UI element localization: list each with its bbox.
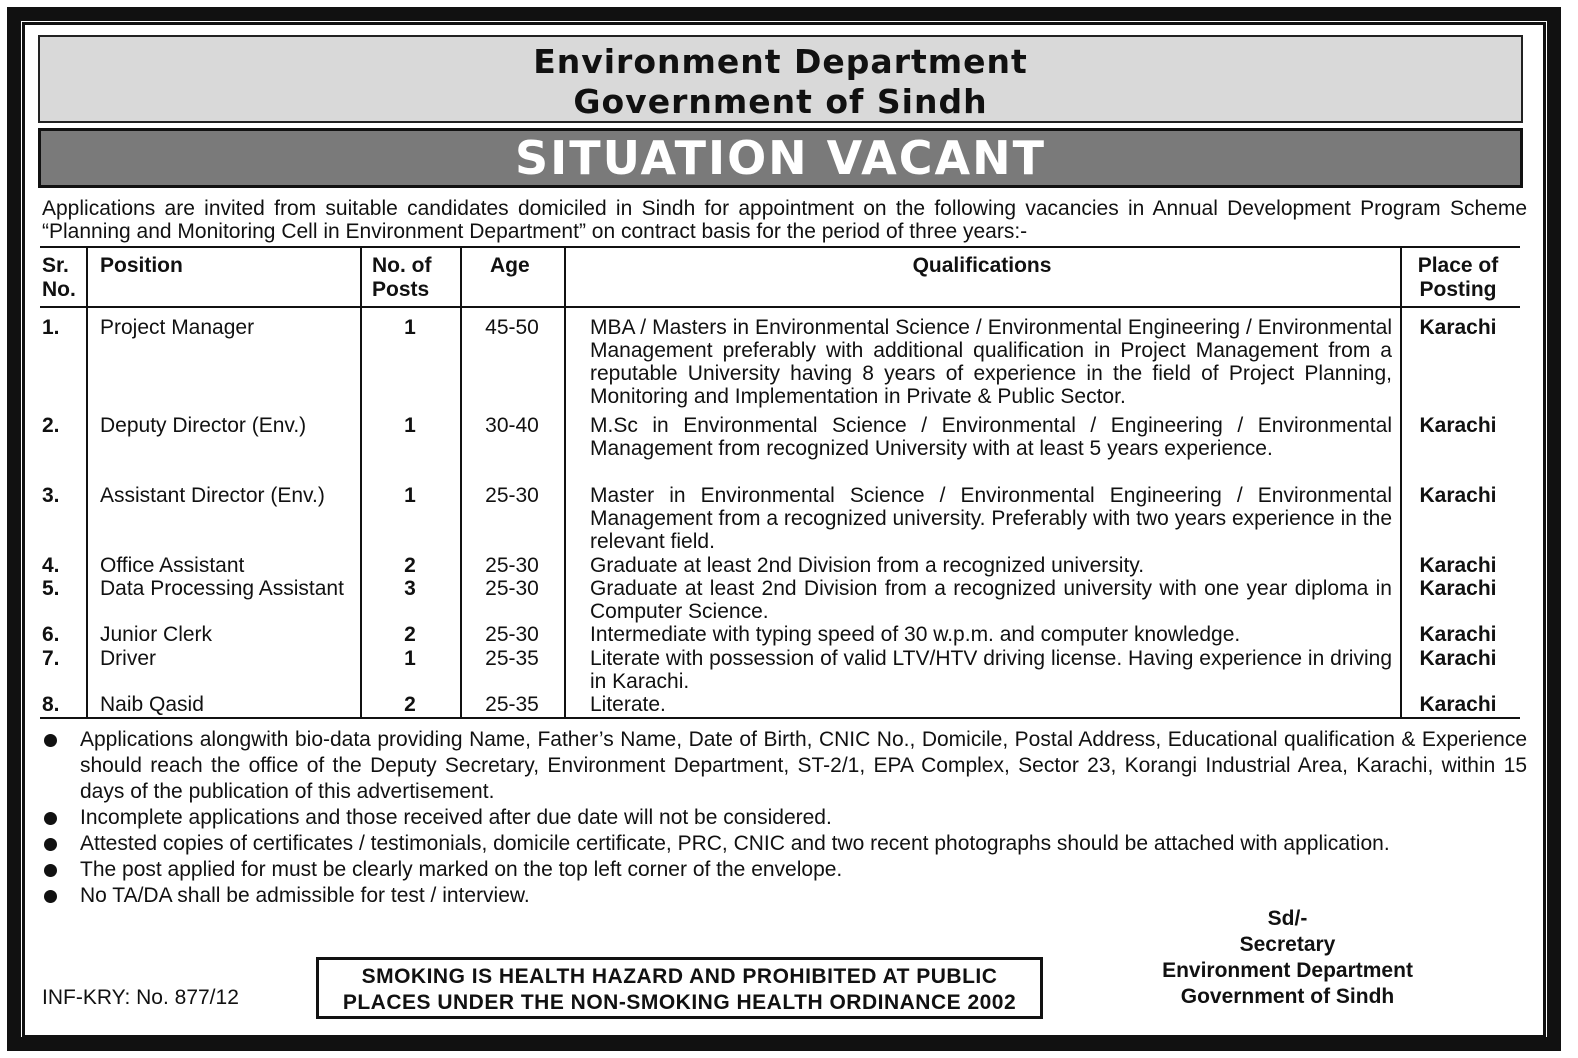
note-item: Incomplete applications and those received after due date will not be considered. [42, 805, 1527, 831]
note-item: Attested copies of certificates / testimonials, domicile certificate, PRC, CNIC and two recent photographs should be attached with application. [42, 831, 1527, 857]
note-item: Applications alongwith bio-data providing Name, Father’s Name, Date of Birth, CNIC No., Domicile, Postal Address, Educational qualification & Experience should reach the office of the Deputy Secretary, Environment Department, ST-2/1, EPA Complex, Sector 23, Korangi Industrial Area, Karachi, within 15 days of the publication of this advertisement. [42, 727, 1527, 805]
row-position: Deputy Director (Env.) [100, 414, 307, 437]
header-qualifications: Qualifications [912, 254, 1052, 277]
row-sr: 3. [42, 484, 60, 507]
row-sr: 8. [42, 693, 60, 716]
row-qualifications: Intermediate with typing speed of 30 w.p.m. and computer knowledge. [590, 623, 1241, 646]
header-divider [40, 306, 1520, 308]
row-position: Data Processing Assistant [100, 577, 344, 600]
header-place: Place of Posting [1417, 254, 1499, 301]
row-position: Driver [100, 647, 156, 670]
vacancy-table [40, 246, 1520, 719]
row-age: 25-30 [485, 623, 539, 646]
row-posts: 1 [404, 316, 416, 339]
row-age: 25-30 [485, 484, 539, 507]
bullet-icon [44, 864, 57, 877]
intro-paragraph: Applications are invited from suitable candidates domiciled in Sindh for appointment on the following vacancies in Annual Development Program Scheme “Planning and Monitoring Cell in Environment Department” on contract basis for the period of three years:- [42, 197, 1527, 243]
row-qualifications: Master in Environmental Science / Environmental Engineering / Environmental Management from a recognized university. Preferably with two years experience in the relevant field. [590, 484, 1392, 553]
row-qualifications: Literate with possession of valid LTV/HTV driving license. Having experience in driving in Karachi. [590, 647, 1392, 693]
row-place: Karachi [1419, 554, 1497, 577]
row-posts: 1 [404, 647, 416, 670]
row-posts: 2 [404, 693, 416, 716]
department-header [38, 35, 1523, 123]
row-posts: 1 [404, 414, 416, 437]
situation-vacant-banner: SITUATION VACANT [38, 128, 1523, 188]
row-place: Karachi [1419, 484, 1497, 507]
row-place: Karachi [1419, 693, 1497, 716]
header-line-2: Government of Sindh [573, 82, 988, 121]
row-position: Office Assistant [100, 554, 245, 577]
row-position: Assistant Director (Env.) [100, 484, 325, 507]
row-position: Naib Qasid [100, 693, 204, 716]
notes-list [42, 727, 1527, 909]
row-age: 25-35 [485, 647, 539, 670]
row-age: 30-40 [485, 414, 539, 437]
bullet-icon [44, 890, 57, 903]
smoking-notice: SMOKING IS HEALTH HAZARD AND PROHIBITED AT PUBLIC PLACES UNDER THE NON-SMOKING HEALTH ORDINANCE 2002 [316, 957, 1043, 1019]
row-position: Junior Clerk [100, 623, 213, 646]
bullet-icon [44, 734, 57, 747]
row-sr: 4. [42, 554, 60, 577]
header-sr: Sr. No. [42, 254, 76, 301]
row-posts: 1 [404, 484, 416, 507]
bullet-icon [44, 838, 57, 851]
note-item: The post applied for must be clearly marked on the top left corner of the envelope. [42, 857, 1527, 883]
row-place: Karachi [1419, 577, 1497, 600]
row-sr: 2. [42, 414, 60, 437]
row-sr: 6. [42, 623, 60, 646]
row-posts: 2 [404, 554, 416, 577]
row-posts: 2 [404, 623, 416, 646]
row-age: 25-35 [485, 693, 539, 716]
reference-number: INF-KRY: No. 877/12 [42, 986, 239, 1009]
signature-block: Sd/- Secretary Environment Department Government of Sindh [1162, 907, 1413, 1008]
row-age: 25-30 [485, 577, 539, 600]
row-position: Project Manager [100, 316, 255, 339]
row-place: Karachi [1419, 623, 1497, 646]
header-position: Position [100, 254, 183, 277]
row-age: 45-50 [485, 316, 539, 339]
row-posts: 3 [404, 577, 416, 600]
row-age: 25-30 [485, 554, 539, 577]
row-qualifications: Graduate at least 2nd Division from a recognized university. [590, 554, 1145, 577]
bullet-icon [44, 812, 57, 825]
row-qualifications: MBA / Masters in Environmental Science / Environmental Engineering / Environmental Management preferably with additional qualification in Project Management from a reputable University having 8 years of experience in the field of Project Planning, Monitoring and Implementation in Private & Public Sector. [590, 316, 1392, 408]
row-sr: 5. [42, 577, 60, 600]
row-place: Karachi [1419, 647, 1497, 670]
header-age: Age [490, 254, 530, 277]
header-line-1: Environment Department [533, 42, 1028, 81]
row-place: Karachi [1419, 316, 1497, 339]
row-place: Karachi [1419, 414, 1497, 437]
note-item: No TA/DA shall be admissible for test / interview. [42, 883, 1527, 909]
column-divider [86, 248, 88, 717]
row-sr: 7. [42, 647, 60, 670]
row-sr: 1. [42, 316, 60, 339]
row-qualifications: Literate. [590, 693, 666, 716]
row-qualifications: Graduate at least 2nd Division from a recognized university with one year diploma in Computer Science. [590, 577, 1392, 623]
row-qualifications: M.Sc in Environmental Science / Environmental / Engineering / Environmental Management from recognized University with at least 5 years experience. [590, 414, 1392, 460]
header-posts: No. of Posts [372, 254, 432, 301]
column-divider [564, 248, 566, 717]
